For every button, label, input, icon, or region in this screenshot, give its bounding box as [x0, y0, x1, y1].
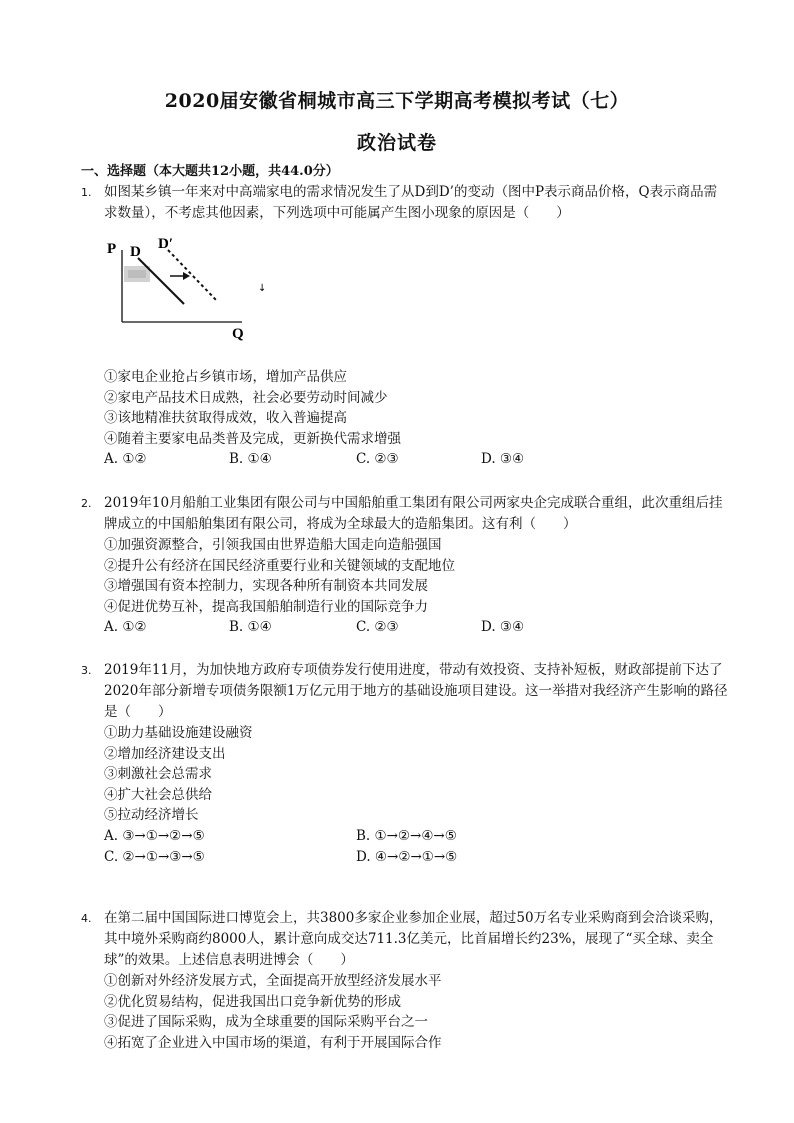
choice-c[interactable]: C. ②③ — [356, 451, 399, 467]
option-1: ①加强资源整合，引领我国由世界造船大国走向造船强国 — [104, 537, 442, 553]
option-4: ④随着主要家电品类普及完成，更新换代需求增强 — [104, 430, 401, 447]
question-1-options — [81, 367, 729, 470]
question-number: 2. — [81, 497, 92, 510]
section-heading: 一、选择题（本大题共12小题，共44.0分） — [81, 164, 339, 179]
choice-a[interactable]: A. ③→①→②→⑤ — [104, 827, 205, 844]
option-4: ④拓宽了企业进入中国市场的渠道，有利于开展国际合作 — [104, 1034, 442, 1051]
y-axis-label: P — [107, 241, 117, 257]
answer-choices — [104, 826, 729, 868]
question-number: 1. — [81, 186, 92, 199]
choice-c[interactable]: C. ②→①→③→⑤ — [104, 848, 205, 865]
choice-d[interactable]: D. ④→②→①→⑤ — [356, 848, 458, 865]
option-4: ④促进优势互补，提高我国船舶制造行业的国际竞争力 — [104, 598, 428, 615]
document-title: 2020届安徽省桐城市高三下学期高考模拟考试（七） — [164, 90, 630, 112]
curve-d-prime-label: D′ — [158, 236, 174, 252]
choice-c[interactable]: C. ②③ — [356, 619, 399, 635]
option-5: ⑤拉动经济增长 — [104, 807, 199, 823]
demand-curve-graph — [100, 236, 300, 346]
choice-b[interactable]: B. ①→②→④→⑤ — [356, 827, 457, 844]
option-2: ②增加经济建设支出 — [104, 745, 226, 762]
x-axis-label: Q — [232, 326, 244, 342]
question-1 — [81, 182, 729, 224]
option-3: ③刺激社会总需求 — [104, 766, 212, 782]
answer-choices — [104, 449, 729, 470]
question-4 — [81, 908, 729, 1053]
choice-a[interactable]: A. ①② — [104, 619, 147, 635]
document-subtitle: 政治试卷 — [356, 132, 437, 154]
demand-curve-d-prime — [168, 250, 216, 300]
blurred-mark-inner — [128, 270, 146, 278]
choice-b[interactable]: B. ①④ — [229, 451, 272, 467]
option-3: ③该地精准扶贫取得成效，收入普遍提高 — [104, 410, 347, 426]
choice-d[interactable]: D. ③④ — [481, 619, 525, 635]
option-1: ①助力基础设施建设融资 — [104, 725, 253, 741]
option-4: ④扩大社会总供给 — [104, 786, 212, 803]
question-number: 4. — [81, 912, 92, 925]
question-2 — [81, 493, 729, 638]
option-1: ①家电企业抢占乡镇市场，增加产品供应 — [104, 369, 347, 385]
question-stem: 如图某乡镇一年来对中高端家电的需求情况发生了从D到D’的变动（图中P表示商品价格，Q表示商品需求数量），不考虑其他因素，下列选项中可能属产生图小现象的原因是（ ） — [104, 184, 718, 221]
choice-d[interactable]: D. ③④ — [481, 451, 525, 467]
return-mark: ↓ — [258, 283, 267, 294]
question-stem: 在第二届中国国际进口博览会上，共3800多家企业参加企业展，超过50万名专业采购商到会洽谈采购，其中境外采购商约8000人，累计意向成交达711.3亿美元，比首届增长约23%，展现了“买全球、卖全球”的效果。上述信息表明进博会（ ） — [104, 910, 723, 968]
option-2: ②提升公有经济在国民经济重要行业和关键领域的支配地位 — [104, 557, 455, 574]
answer-choices — [104, 617, 729, 638]
choice-b[interactable]: B. ①④ — [229, 619, 272, 635]
curve-d-label: D — [130, 244, 141, 260]
choice-a[interactable]: A. ①② — [104, 451, 147, 467]
option-1: ①创新对外经济发展方式，全面提高开放型经济发展水平 — [104, 973, 442, 989]
question-number: 3. — [81, 664, 92, 677]
option-3: ③增强国有资本控制力，实现各种所有制资本共同发展 — [104, 578, 428, 594]
option-3: ③促进了国际采购，成为全球重要的国际采购平台之一 — [104, 1014, 428, 1030]
option-2: ②家电产品技术日成熟，社会必要劳动时间减少 — [104, 389, 388, 406]
question-stem: 2019年10月船舶工业集团有限公司与中国船舶重工集团有限公司两家央企完成联合重组，此次重组后挂牌成立的中国船舶集团有限公司，将成为全球最大的造船集团。这有利（ ） — [104, 495, 723, 532]
option-2: ②优化贸易结构，促进我国出口竞争新优势的形成 — [104, 993, 401, 1010]
question-stem: 2019年11月，为加快地方政府专项债券发行使用进度，带动有效投资、支持补短板，财政部提前下达了2020年部分新增专项债务限额1万亿元用于地方的基础设施项目建设。这一举措对我经济产生影响的路径是（ ） — [104, 662, 728, 720]
question-3 — [81, 660, 729, 868]
